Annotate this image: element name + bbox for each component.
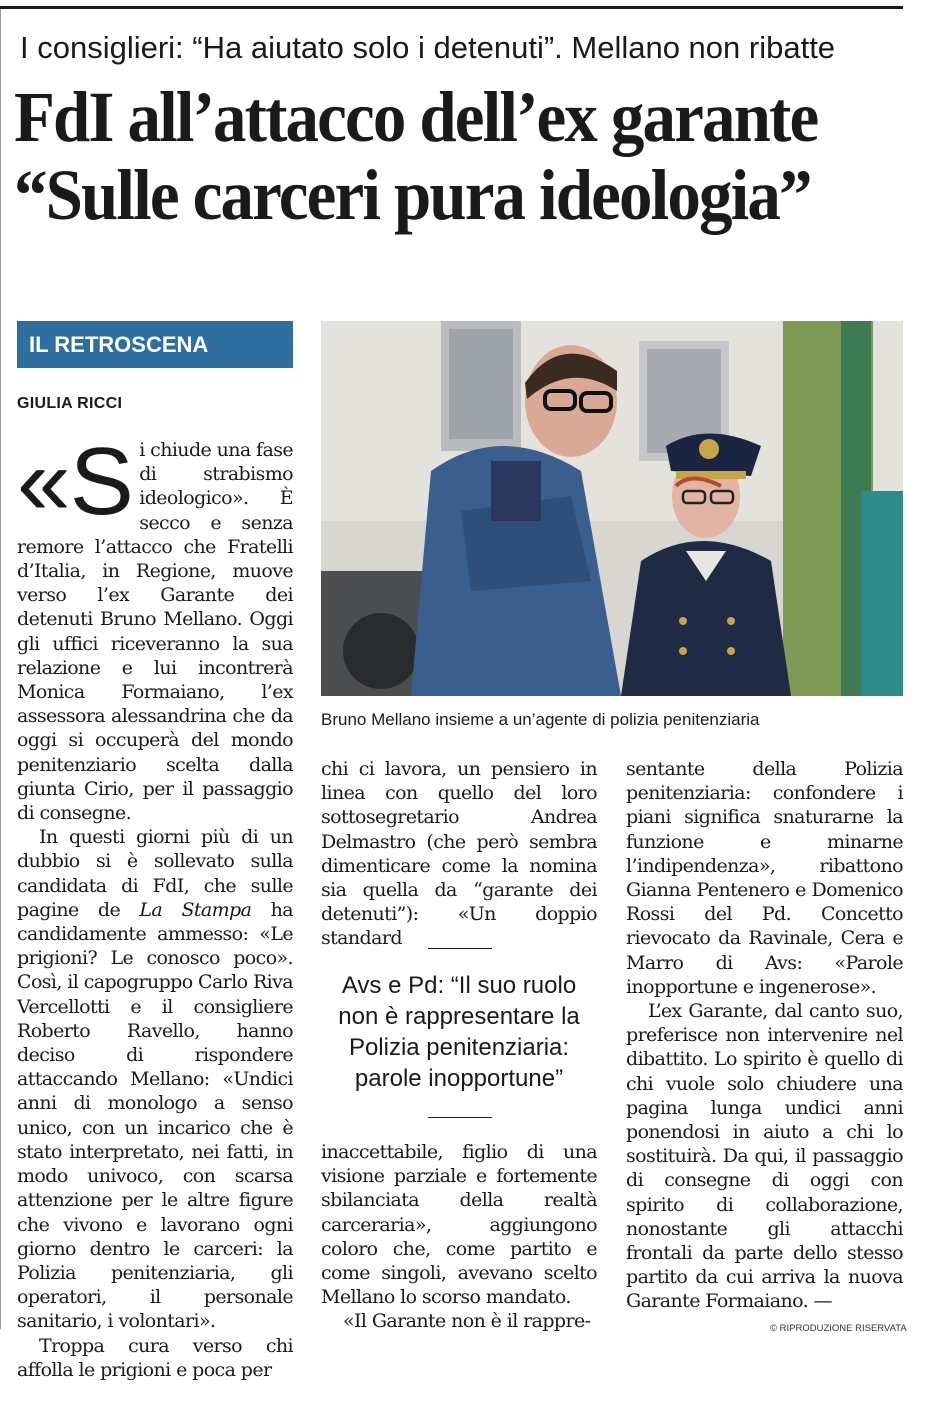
- col2-top-text: chi ci lavora, un pensiero in linea con quello del loro sottosegretario Andrea Delmastro (che però sembra dimenticare come la nomina sia quella da “garante dei detenuti”): «Un doppio standard: [321, 758, 597, 950]
- col1-paragraph-2-b: ha candidamente ammesso: «Le prigioni? Le conosco poco». Così, il capogruppo Carlo Riva Vercellotti e il consigliere Roberto Ravello, hanno deciso di rispondere attaccando Mellano: «Undici anni di monologo a senso unico, con un incarico che è stato interpretato, nei fatti, in modo univoco, con scarsa attenzione per le altre figure che vivono e lavorano ogni giorno dentro le carceri: la Polizia penitenziaria, gli operatori, il personale sanitario, i volontari».: [17, 898, 293, 1333]
- photo-illustration: [321, 321, 903, 696]
- article-column-3: [626, 757, 903, 1314]
- drop-cap-letter: S: [69, 428, 134, 535]
- left-column-rule: [0, 9, 1, 1329]
- col1-paragraph-1: i chiude una fase di strabismo ideologico». È secco e senza remore l’attacco che Fratelli d’Italia, in Regione, muove verso l’ex Garante dei detenuti Bruno Mellano. Oggi gli uffici riceveranno la sua relazione e lui incontrerà Monica Formaiano, l’ex assessora alessandrina che da oggi si occuperà del mondo penitenziario scelta dalla giunta Cirio, per il passaggio di consegne.: [17, 439, 293, 825]
- col1-paragraph-2-a: In questi giorni più di un dubbio si è sollevato sulla candidata di FdI, che sulle pagine de: [17, 826, 293, 921]
- article-column-1: [17, 428, 293, 1382]
- pull-quote: Avs e Pd: “Il suo ruolo non è rappresentare la Polizia penitenziaria: parole inopportune”: [338, 972, 580, 1092]
- rights-notice: © RIPRODUZIONE RISERVATA: [770, 1323, 907, 1334]
- article-photo: [321, 321, 903, 696]
- pull-quote-rule-top: [428, 948, 492, 949]
- col1-paragraph-2: [17, 825, 293, 1333]
- top-rule: [0, 6, 903, 9]
- col2-paragraph: inaccettabile, figlio di una visione parziale e fortemente sbilanciata della realtà carceraria», aggiungono coloro che, come partito e come singoli, avevano scelto Mellano lo scorso mandato.: [321, 1141, 597, 1309]
- headline-line-1: FdI all’attacco dell’ex garante: [14, 77, 818, 157]
- drop-cap: [17, 428, 134, 535]
- headline: [14, 78, 842, 234]
- kicker: I consiglieri: “Ha aiutato solo i detenuti”. Mellano non ribatte: [20, 30, 836, 65]
- col3-paragraph-1: sentante della Polizia penitenziaria: confondere i piani significa snaturarne la funzione e minarne l’indipendenza», ribattono Gianna Pentenero e Domenico Rossi del Pd. Concetto rievocato da Ravinale, Cera e Marro di Avs: «Parole inopportune e ingenerose».: [626, 758, 903, 998]
- drop-cap-quote: «: [17, 428, 70, 535]
- byline: GIULIA RICCI: [17, 395, 123, 412]
- col3-paragraph-2: L’ex Garante, dal canto suo, preferisce non intervenire nel dibattito. Lo spirito è quello di chi vuole solo chiudere una pagina lunga undici anni ponendosi in aiuto a chi lo sostituirà. Da qui, il passaggio di consegne di oggi con spirito di collaborazione, nonostante gli attacchi frontali da parte dello stesso partito da cui arriva la nuova Garante Formaiano. —: [626, 1000, 903, 1313]
- col2-bottom-text: [321, 1140, 597, 1334]
- pull-quote-rule-bottom: [428, 1117, 492, 1118]
- col2-last-line: «Il Garante non è il rappre-: [343, 1310, 591, 1333]
- newspaper-name: La Stampa: [139, 898, 252, 921]
- photo-caption: Bruno Mellano insieme a un’agente di polizia penitenziaria: [321, 710, 760, 729]
- col1-paragraph-3: Troppa cura verso chi affolla le prigioni e poca per: [17, 1334, 293, 1381]
- headline-line-2: “Sulle carceri pura ideologia”: [14, 155, 811, 235]
- section-tag: IL RETROSCENA: [17, 321, 293, 368]
